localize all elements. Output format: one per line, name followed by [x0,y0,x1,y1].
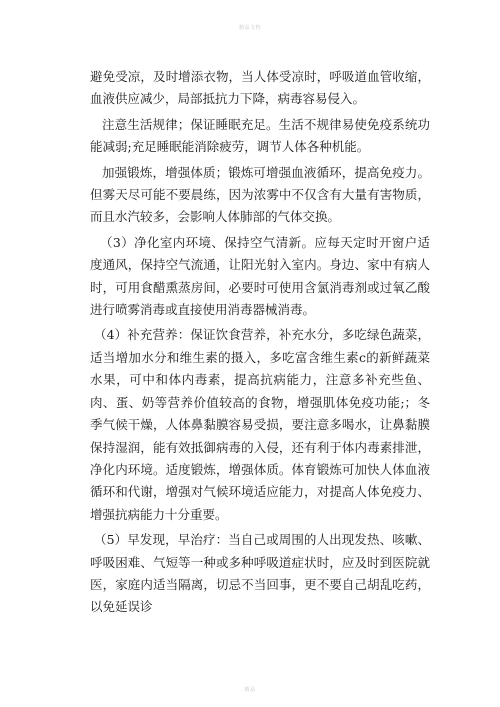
paragraph-regular-life: 注意生活规律；保证睡眠充足。生活不规律易使免疫系统功能减弱;充足睡眠能消除疲劳，调节人体各种机能。 [90,116,430,155]
paragraph-indoor-environment: （3）净化室内环境、保持空气清新。应每天定时开窗户适度通风，保持空气流通，让阳光射入室内。身边、家中有病人时，可用食醋熏蒸房间，必要时可使用含氯消毒剂或过氧乙酸进行喷雾消毒或直接使用消毒器械消毒。 [90,234,430,318]
document-body [90,66,430,622]
paragraph-exercise: 加强锻炼，增强体质；锻炼可增强血液循环，提高免疫力。但雾天尽可能不要晨练，因为浓雾中不仅含有大量有害物质，而且水汽较多，会影响人体肺部的气体交换。 [90,164,430,225]
header-watermark: 精品文档 [238,25,261,31]
paragraph-nutrition: （4）补充营养：保证饮食营养，补充水分，多吃绿色蔬菜，适当增加水分和维生素的摄入，多吃富含维生素c的新鲜蔬菜水果，可中和体内毒素，提高抗病能力，注意多补充些鱼、肉、蛋、奶等营养价值较高的食物，增强肌体免疫功能;；冬季气候干燥，人体鼻黏膜容易受损，要注意多喝水，让鼻黏膜保持湿润，能有效抵御病毒的入侵，还有利于体内毒素排泄，净化内环境。适度锻炼，增强体质。体育锻炼可加快人体血液循环和代谢，增强对气候环境适应能力，对提高人体免疫力、增强抗病能力十分重要。 [90,327,430,522]
footer-watermark: 精品 [244,687,256,693]
paragraph-avoid-chill: 避免受凉，及时增添衣物，当人体受凉时，呼吸道血管收缩，血液供应减少，局部抵抗力下降，病毒容易侵入。 [90,69,430,107]
paragraph-early-detection: （5）早发现，早治疗：当自己或周围的人出现发热、咳嗽、呼吸困难、气短等一种或多种呼吸道症状时，应及时到医院就医，家庭内适当隔离，切忌不当回事，更不要自己胡乱吃药，以免延误诊 [90,532,430,615]
